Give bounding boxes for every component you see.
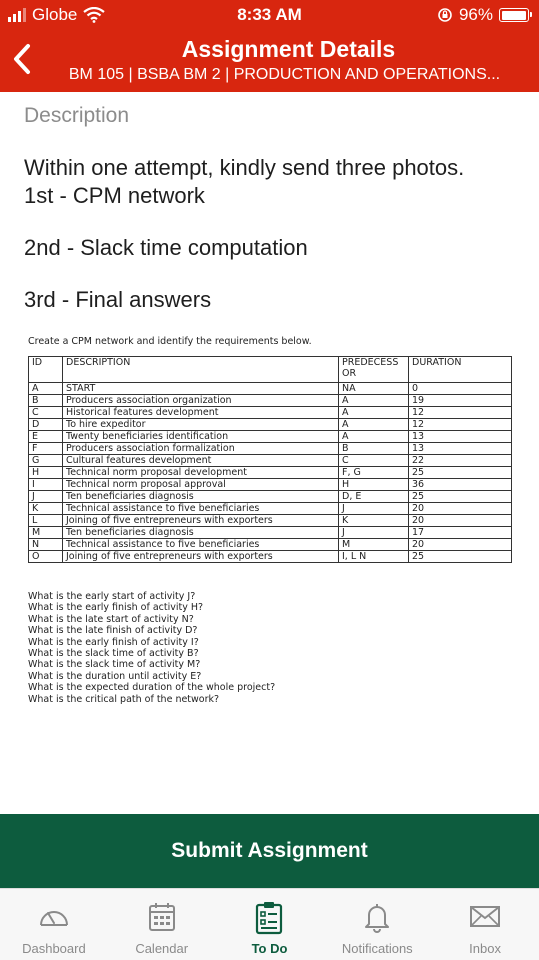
cell-description: Technical assistance to five beneficiaries — [63, 539, 339, 551]
cell-id: N — [29, 539, 63, 551]
table-row — [29, 491, 512, 503]
table-row — [29, 551, 512, 563]
tab-inbox[interactable] — [431, 889, 539, 960]
battery-icon — [499, 8, 529, 22]
cell-predecessor: NA — [339, 383, 409, 395]
cell-duration: 19 — [409, 395, 512, 407]
cpm-activity-table — [28, 356, 512, 563]
rotation-lock-icon — [437, 7, 453, 23]
worksheet-intro: Create a CPM network and identify the requirements below. — [28, 336, 312, 347]
description-line: 1st - CPM network — [24, 183, 205, 208]
status-right — [437, 5, 529, 25]
cell-predecessor: C — [339, 455, 409, 467]
tab-dashboard[interactable] — [0, 889, 108, 960]
submit-assignment-button[interactable]: Submit Assignment — [0, 814, 539, 888]
cell-predecessor: J — [339, 503, 409, 515]
table-row — [29, 383, 512, 395]
question-item: What is the early finish of activity I? — [28, 636, 199, 648]
cell-id: B — [29, 395, 63, 407]
tab-dashboard-label: Dashboard — [22, 941, 86, 956]
table-row — [29, 539, 512, 551]
envelope-icon — [469, 901, 501, 931]
cell-duration: 20 — [409, 515, 512, 527]
header-description: DESCRIPTION — [63, 357, 339, 383]
cell-duration: 13 — [409, 431, 512, 443]
table-row — [29, 467, 512, 479]
cell-id: A — [29, 383, 63, 395]
header-id: ID — [29, 357, 63, 383]
table-row — [29, 527, 512, 539]
cell-predecessor: A — [339, 431, 409, 443]
cell-id: M — [29, 527, 63, 539]
question-item: What is the late start of activity N? — [28, 613, 194, 625]
status-bar — [0, 0, 539, 30]
cell-description: Technical norm proposal development — [63, 467, 339, 479]
table-row — [29, 455, 512, 467]
cell-description: Twenty beneficiaries identification — [63, 431, 339, 443]
cell-id: I — [29, 479, 63, 491]
cell-predecessor: K — [339, 515, 409, 527]
assignment-content[interactable] — [0, 92, 539, 814]
tab-notifications[interactable] — [323, 889, 431, 960]
question-item: What is the slack time of activity M? — [28, 659, 201, 671]
question-item: What is the late finish of activity D? — [28, 625, 198, 637]
table-row — [29, 479, 512, 491]
cell-id: K — [29, 503, 63, 515]
cell-duration: 25 — [409, 491, 512, 503]
cell-id: C — [29, 407, 63, 419]
table-row — [29, 395, 512, 407]
description-line: 3rd - Final answers — [24, 287, 212, 312]
cell-id: O — [29, 551, 63, 563]
cell-duration: 0 — [409, 383, 512, 395]
cell-predecessor: H — [339, 479, 409, 491]
tab-to-do[interactable] — [216, 889, 324, 960]
cell-id: E — [29, 431, 63, 443]
carrier-name: Globe — [32, 5, 78, 24]
cell-description: Technical norm proposal approval — [63, 479, 339, 491]
table-row — [29, 419, 512, 431]
question-item: What is the early start of activity J? — [28, 591, 196, 602]
header-predecessor — [339, 357, 409, 383]
cell-description: Producers association organization — [63, 395, 339, 407]
cell-predecessor: A — [339, 419, 409, 431]
cell-description: Technical assistance to five beneficiaries — [63, 503, 339, 515]
cell-predecessor: A — [339, 407, 409, 419]
battery-fill — [502, 11, 526, 20]
cell-predecessor: J — [339, 527, 409, 539]
question-item: What is the expected duration of the whole project? — [28, 682, 276, 694]
cell-description: Historical features development — [63, 407, 339, 419]
cell-id: L — [29, 515, 63, 527]
bottom-tab-bar — [0, 888, 539, 960]
cell-duration: 20 — [409, 539, 512, 551]
cell-duration: 25 — [409, 467, 512, 479]
cell-duration: 12 — [409, 407, 512, 419]
table-row — [29, 407, 512, 419]
cell-description: Joining of five entrepreneurs with exporters — [63, 515, 339, 527]
cell-description: Ten beneficiaries diagnosis — [63, 527, 339, 539]
cell-predecessor: M — [339, 539, 409, 551]
chevron-left-icon[interactable] — [8, 40, 38, 78]
tab-inbox-label: Inbox — [469, 941, 501, 956]
tab-notifications-label: Notifications — [341, 941, 413, 956]
cell-description: START — [63, 383, 339, 395]
question-item: What is the duration until activity E? — [28, 670, 202, 682]
description-line: Within one attempt, kindly send three photos. — [24, 155, 465, 180]
table-row — [29, 503, 512, 515]
table-row — [29, 431, 512, 443]
cell-description: Cultural features development — [63, 455, 339, 467]
cell-id: F — [29, 443, 63, 455]
page-title: Assignment Details — [181, 36, 396, 62]
cell-predecessor: I, L N — [339, 551, 409, 563]
cell-description: Joining of five entrepreneurs with exporters — [63, 551, 339, 563]
table-row — [29, 443, 512, 455]
cell-duration: 20 — [409, 503, 512, 515]
bell-icon — [362, 901, 392, 933]
cell-description: Producers association formalization — [63, 443, 339, 455]
cell-duration: 13 — [409, 443, 512, 455]
header-predecessor-line2: OR — [342, 368, 357, 379]
description-heading: Description — [24, 104, 130, 127]
cell-duration: 22 — [409, 455, 512, 467]
cell-duration: 12 — [409, 419, 512, 431]
header — [0, 30, 539, 92]
status-time: 8:33 AM — [237, 5, 302, 24]
question-item: What is the early finish of activity H? — [28, 602, 204, 614]
dashboard-gauge-icon — [37, 901, 71, 931]
cell-id: G — [29, 455, 63, 467]
cell-predecessor: D, E — [339, 491, 409, 503]
cell-predecessor: B — [339, 443, 409, 455]
cell-duration: 25 — [409, 551, 512, 563]
description-line: 2nd - Slack time computation — [24, 235, 308, 260]
table-row — [29, 515, 512, 527]
table-header-row — [29, 357, 512, 383]
cell-duration: 17 — [409, 527, 512, 539]
cell-id: D — [29, 419, 63, 431]
cell-id: J — [29, 491, 63, 503]
cell-predecessor: A — [339, 395, 409, 407]
header-predecessor-line1: PREDECESS — [342, 357, 399, 368]
cell-description: To hire expeditor — [63, 419, 339, 431]
question-list — [28, 591, 516, 705]
question-item: What is the critical path of the network? — [28, 693, 220, 705]
tab-calendar-label: Calendar — [135, 941, 189, 956]
battery-percent: 96% — [458, 5, 493, 24]
cell-description: Ten beneficiaries diagnosis — [63, 491, 339, 503]
tab-to-do-label: To Do — [251, 941, 288, 956]
course-breadcrumb: BM 105 | BSBA BM 2 | PRODUCTION AND OPERATIONS... — [68, 66, 501, 83]
header-duration: DURATION — [409, 357, 512, 383]
clipboard-list-icon — [254, 901, 284, 935]
attached-worksheet-image — [28, 336, 516, 705]
cell-predecessor: F, G — [339, 467, 409, 479]
tab-calendar[interactable] — [108, 889, 216, 960]
cell-id: H — [29, 467, 63, 479]
cell-duration: 36 — [409, 479, 512, 491]
question-item: What is the slack time of activity B? — [28, 648, 199, 660]
calendar-icon — [147, 901, 177, 933]
